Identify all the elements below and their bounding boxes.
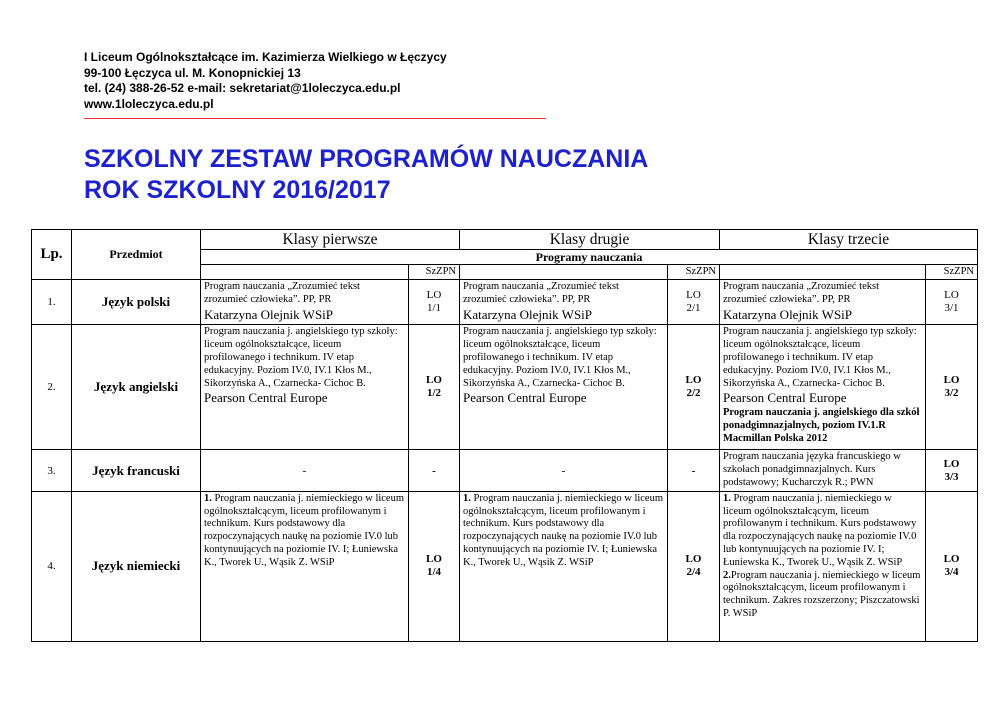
col-header-programy: Programy nauczania (201, 250, 978, 265)
program-code: LO 1/2 (409, 325, 460, 450)
program-cell: Program nauczania j. angielskiego typ szkoły: liceum ogólnokształcące, liceum profilowanego i technikum. IV etap edukacyjny. Poziom IV.0, IV.1 Kłos M., Sikorzyńska A., Czarnecka- Cichoc B. Pearson Central Europe Program nauczania j. angielskiego dla szkół ponadgimnazjalnych, poziom IV.1.R Macmillan Polska 2012 (720, 325, 926, 450)
table-row (32, 450, 978, 491)
program-cell: - (201, 450, 409, 491)
subject-name: Język niemiecki (72, 491, 201, 641)
szzpn-label-2: SzZPN (668, 265, 720, 280)
table-row (32, 491, 978, 641)
program-code: LO 2/4 (668, 491, 720, 641)
program-code: LO 3/3 (926, 450, 978, 491)
col-header-lp: Lp. (32, 230, 72, 280)
program-cell: Program nauczania j. angielskiego typ szkoły: liceum ogólnokształcące, liceum profilowanego i technikum. IV etap edukacyjny. Poziom IV.0, IV.1 Kłos M., Sikorzyńska A., Czarnecka- Cichoc B. Pearson Central Europe (460, 325, 668, 450)
school-contact: tel. (24) 388-26-52 e-mail: sekretariat@1loleczyca.edu.pl (84, 81, 401, 95)
program-code: - (409, 450, 460, 491)
row-number: 4. (32, 491, 72, 641)
school-website: www.1loleczyca.edu.pl (84, 96, 214, 111)
program-code: LO 1/1 (409, 280, 460, 325)
program-code: LO 3/4 (926, 491, 978, 641)
program-cell: Program nauczania języka francuskiego w szkołach ponadgimnazjalnych. Kurs podstawowy; Kucharczyk R.; PWN (720, 450, 926, 491)
program-code: LO 2/1 (668, 280, 720, 325)
program-cell: Program nauczania „Zrozumieć tekst zrozumieć człowieka”. PP, PR Katarzyna Olejnik WSiP (720, 280, 926, 325)
szzpn-label-3: SzZPN (926, 265, 978, 280)
program-cell: 1. Program nauczania j. niemieckiego w liceum ogólnokształcącym, liceum profilowanym i technikum. Kurs podstawowy dla rozpoczynających naukę na poziomie IV.0 lub kontynuujących na poziomie IV. I; Łuniewska K., Tworek U., Wąsik Z. WSiP 2.Program nauczania j. niemieckiego w liceum ogólnokształcącym, liceum profilowanym i technikum. Zakres rozszerzony; Piszczatowski P. WSiP (720, 491, 926, 641)
school-address: 99-100 Łęczyca ul. M. Konopnickiej 13 (84, 65, 301, 80)
col-header-subject: Przedmiot (72, 230, 201, 280)
program-cell: - (460, 450, 668, 491)
program-code: LO 1/4 (409, 491, 460, 641)
table-row (32, 280, 978, 325)
program-code: LO 2/2 (668, 325, 720, 450)
program-cell: Program nauczania „Zrozumieć tekst zrozumieć człowieka”. PP, PR Katarzyna Olejnik WSiP (201, 280, 409, 325)
title-line-1: SZKOLNY ZESTAW PROGRAMÓW NAUCZANIA (84, 145, 649, 173)
school-name: I Liceum Ogólnokształcące im. Kazimierza Wielkiego w Łęczycy (84, 50, 447, 64)
col-header-klasy-drugie: Klasy drugie (460, 230, 720, 250)
program-cell: Program nauczania „Zrozumieć tekst zrozumieć człowieka”. PP, PR Katarzyna Olejnik WSiP (460, 280, 668, 325)
school-header (84, 50, 447, 112)
curriculum-table (31, 229, 978, 642)
program-cell: 1. Program nauczania j. niemieckiego w liceum ogólnokształcącym, liceum profilowanym i technikum. Kurs podstawowy dla rozpoczynających naukę na poziomie IV.0 lub kontynuujących na poziomie IV. I; Łuniewska K., Tworek U., Wąsik Z. WSiP (201, 491, 409, 641)
program-code: - (668, 450, 720, 491)
program-code: LO 3/2 (926, 325, 978, 450)
col-header-klasy-trzecie: Klasy trzecie (720, 230, 978, 250)
szzpn-label-1: SzZPN (409, 265, 460, 280)
row-number: 1. (32, 280, 72, 325)
subject-name: Język polski (72, 280, 201, 325)
header-divider (84, 118, 546, 119)
col-header-klasy-pierwsze: Klasy pierwsze (201, 230, 460, 250)
program-cell: Program nauczania j. angielskiego typ szkoły: liceum ogólnokształcące, liceum profilowanego i technikum. IV etap edukacyjny. Poziom IV.0, IV.1 Kłos M., Sikorzyńska A., Czarnecka- Cichoc B. Pearson Central Europe (201, 325, 409, 450)
program-cell: 1. Program nauczania j. niemieckiego w liceum ogólnokształcącym, liceum profilowanym i technikum. Kurs podstawowy dla rozpoczynających naukę na poziomie IV.0 lub kontynuujących na poziomie IV. I; Łuniewska K., Tworek U., Wąsik Z. WSiP (460, 491, 668, 641)
subject-name: Język francuski (72, 450, 201, 491)
table-row (32, 325, 978, 450)
page-title (84, 144, 648, 206)
row-number: 3. (32, 450, 72, 491)
subject-name: Język angielski (72, 325, 201, 450)
title-line-2: ROK SZKOLNY 2016/2017 (84, 176, 391, 204)
program-code: LO 3/1 (926, 280, 978, 325)
row-number: 2. (32, 325, 72, 450)
